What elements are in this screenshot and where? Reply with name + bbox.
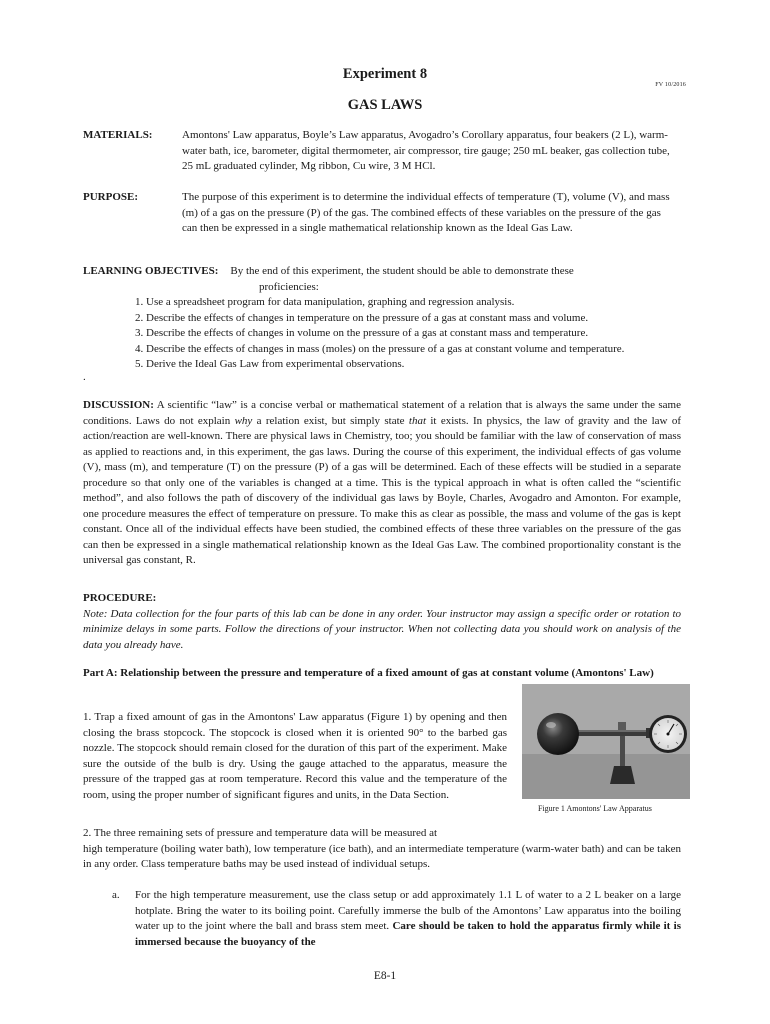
- stray-mark: .: [83, 370, 86, 383]
- discussion-em-1: why: [234, 414, 253, 427]
- step-a-text: For the high temperature measurement, use the class setup or add approximately 1.1 L of water to a 2 L beaker on a large hotplate. Bring the water to its boiling point. Carefully immerse the bulb of the Amontons’ Law apparatus into the boiling water up to the joint where the ball and brass stem meet.: [135, 889, 681, 932]
- objective-item: 5. Derive the Ideal Gas Law from experimental observations.: [135, 358, 405, 370]
- materials-text: Amontons' Law apparatus, Boyle’s Law apparatus, Avogadro’s Corollary apparatus, four beakers (2 L), warm-water bath, ice, barometer, digital thermometer, air compressor, tire gauge; 250 mL beaker, gas collection tube, 25 mL graduated cylinder, Mg ribbon, Cu wire, 3 M HCl.: [182, 129, 670, 172]
- discussion-section: [83, 398, 681, 569]
- objectives-label: LEARNING OBJECTIVES:: [83, 265, 219, 277]
- procedure-section: [83, 591, 681, 653]
- purpose-text: The purpose of this experiment is to determine the individual effects of temperature (T), volume (V), and mass (m) of a gas on the pressure (P) of the gas. The combined effects of these variables on the pressure of the gas can then be expressed in a single mathematical relationship known as the Ideal Gas Law.: [182, 191, 670, 234]
- objectives-intro: By the end of this experiment, the student should be able to demonstrate these: [230, 265, 574, 277]
- step-2-first-line: 2. The three remaining sets of pressure and temperature data will be measured at: [83, 827, 438, 839]
- objectives-intro-cont: proficiencies:: [259, 280, 319, 293]
- objective-item: 1. Use a spreadsheet program for data manipulation, graphing and regression analysis.: [135, 296, 515, 308]
- objective-item: 2. Describe the effects of changes in temperature on the pressure of a gas at constant mass and volume.: [135, 311, 589, 324]
- apparatus-illustration: [522, 684, 690, 799]
- purpose-label: PURPOSE:: [83, 191, 138, 203]
- purpose-section: [83, 190, 675, 237]
- figure-caption: Figure 1 Amontons' Law Apparatus: [538, 804, 652, 813]
- discussion-label: DISCUSSION:: [83, 399, 154, 411]
- discussion-em-2: that: [408, 414, 427, 427]
- part-a-heading: Part A: Relationship between the pressure and temperature of a fixed amount of gas at constant volume (Amontons' Law): [83, 667, 654, 679]
- amontons-apparatus-photo: [522, 684, 690, 799]
- objective-item: 3. Describe the effects of changes in volume on the pressure of a gas at constant mass and temperature.: [135, 327, 589, 339]
- step-2-text: high temperature (boiling water bath), low temperature (ice bath), and an intermediate temperature (warm-water bath) and can be taken in any order. Class temperature baths may be used instead of individual setups.: [83, 842, 681, 870]
- objective-item: 4. Describe the effects of changes in mass (moles) on the pressure of a gas at constant volume and temperature.: [135, 342, 625, 355]
- part-a-step-a: [112, 888, 681, 950]
- step-a-warning: Care should be taken to hold the apparatus firmly while it is immersed because the buoyancy of the: [135, 920, 681, 948]
- procedure-label: PROCEDURE:: [83, 592, 157, 604]
- experiment-subtitle: GAS LAWS: [347, 97, 423, 113]
- materials-label: MATERIALS:: [83, 129, 153, 141]
- experiment-title: Experiment 8: [342, 66, 428, 82]
- part-a-step-1: 1. Trap a fixed amount of gas in the Amontons' Law apparatus (Figure 1) by opening and then closing the brass stopcock. The stopcock is closed when it is oriented 90° to the barbed gas nozzle. The stopcock should remain closed for the duration of this part of the experiment. Make sure the outside of the bulb is dry. Using the gauge attached to the apparatus, measure the pressure of the trapped gas at room temperature. Record this value and the temperature of the room, using the proper number of significant figures and units, in the Data Section.: [83, 711, 507, 801]
- objectives-section: [83, 264, 681, 382]
- step-a-label: a.: [112, 889, 120, 901]
- discussion-text-1: A scientific “law” is a concise verbal or mathematical statement of a relation that is always the same under the same conditions. Laws do not explain: [83, 399, 681, 427]
- materials-section: [83, 128, 675, 175]
- version-label: FV 10/2016: [655, 82, 686, 88]
- procedure-note: Note: Data collection for the four parts of this lab can be done in any order. Your instructor may assign a specific order or rotation to minimize delays in some parts. Follow the directions of your instructor. When not collecting data you should work on analysis of the data you already have.: [83, 607, 681, 651]
- discussion-text-2: a relation exist, but simply state: [252, 414, 409, 427]
- objectives-list: [83, 295, 681, 373]
- part-a-step-2: [83, 826, 681, 873]
- page-number: E8-1: [373, 970, 397, 982]
- discussion-text-3: it exists. In physics, the law of gravity and the law of action/reaction are well-known. There are physical laws in Chemistry, too; you should be familiar with the law of conservation of mass as applied to reactions and, in this experiment, the gas laws. During the course of this experiment, the individual effects of gas volume (V), mass (m), and temperature (T) on the pressure (P) of a gas will be determined. Each of these effects will be studied in a separate procedure so that only one of the variables is changed at a time. This is the typical approach in what is often called the “scientific method”, and also follows the path of discovery of the individual gas laws by Boyle, Charles, Avogadro and Amonton. For example, one procedure measures the effect of temperature on pressure. To make this as clear as possible, the mass and volume of the gas is kept constant. Once all of the individual effects have been studied, the combined effects of these three variables on the pressure of the gas can then be expressed in a single mathematical relationship known as the Ideal Gas Law. The combined proportionality constant is the universal gas constant, R.: [83, 414, 682, 566]
